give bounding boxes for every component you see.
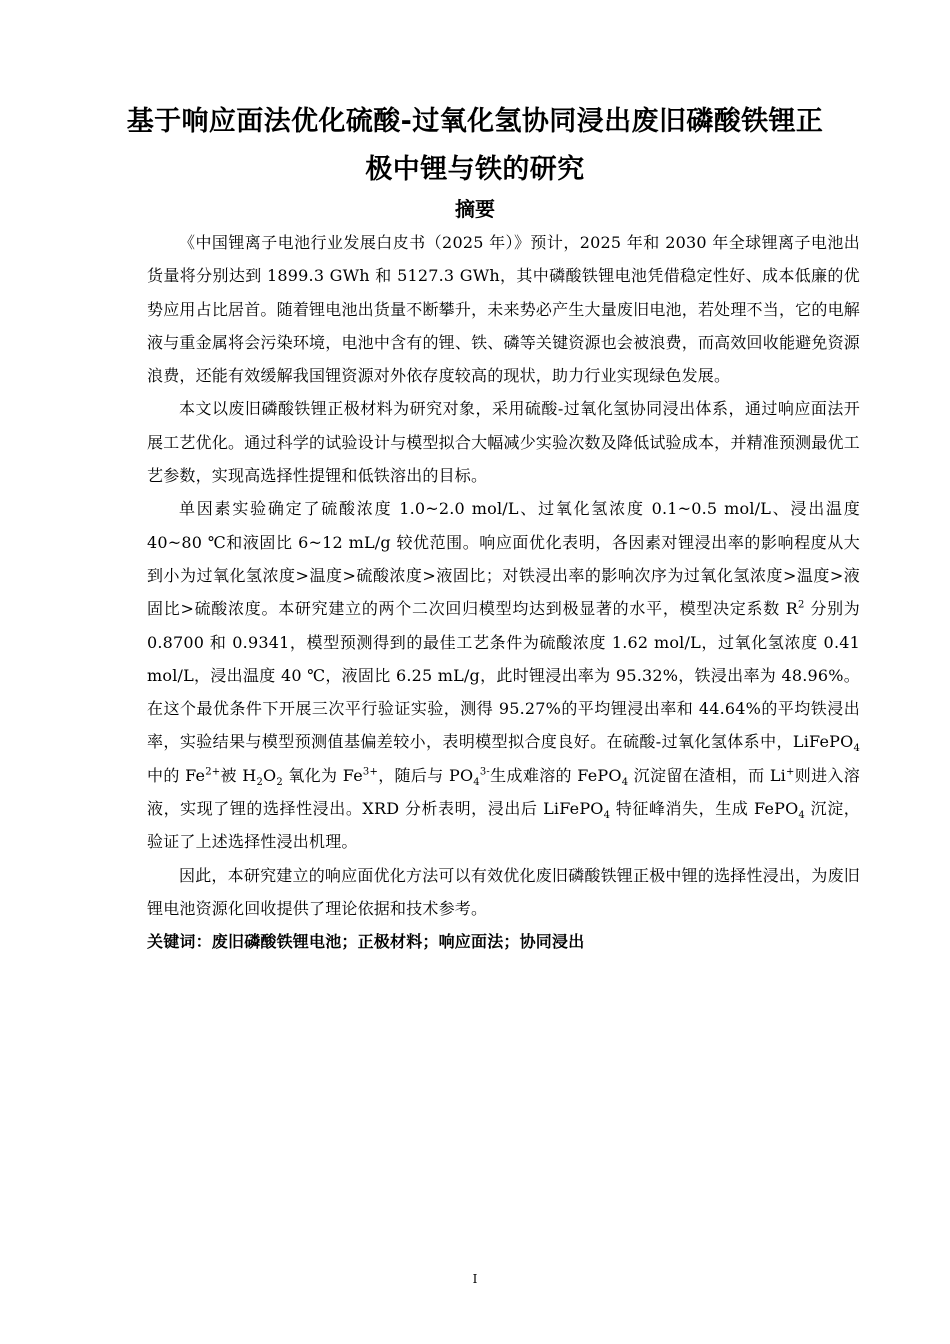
- subscript: 4: [603, 810, 611, 822]
- p3-text: 分别为 0.8700 和 0.9341，模型预测得到的最佳工艺条件为硫酸浓度 1.62 mol/L，过氧化氢浓度 0.41 mol/L，浸出温度 40 ℃，液固比 6.25 mL/g，此时锂浸出率为 95.32%，铁浸出率为 48.96%。在这个最优条件下开展三次平行验证实验，测得 95.27%的平均锂浸出率和 44.64%的平均铁浸出率，实验结果与模型预测值基偏差较小，表明模型拟合度良好。在硫酸-过氧化氢体系中，LiFePO: [147, 599, 860, 752]
- p3-text: 氧化为 Fe: [282, 765, 363, 785]
- subscript: 4: [798, 810, 805, 822]
- p3-text: 则进入溶液，实现了锂的选择性浸出。XRD 分析表明，浸出后 LiFePO: [147, 765, 860, 819]
- abstract-heading: 摘要: [455, 197, 495, 221]
- subscript: 4: [853, 743, 860, 755]
- p3-text: 被 H: [220, 765, 257, 785]
- abstract-paragraph-1: 《中国锂离子电池行业发展白皮书（2025 年）》预计，2025 年和 2030 年全球锂离子电池出货量将分别达到 1899.3 GWh 和 5127.3 GWh，其中磷酸铁锂电池凭借稳定性好、成本低廉的优势应用占比居首。随着锂电池出货量不断攀升，未来势必产生大量废旧电池，若处理不当，它的电解液与重金属将会污染环境，电池中含有的锂、铁、磷等关键资源也会被浪费，而高效回收能避免资源浪费，还能有效缓解我国锂资源对外依存度较高的现状，助力行业实现绿色发展。: [147, 233, 860, 386]
- p3-text: 特征峰消失，生成 FePO: [610, 799, 799, 819]
- p3-text: 沉淀留在渣相，而 Li: [628, 765, 786, 785]
- keywords-line: 关键词：废旧磷酸铁锂电池；正极材料；响应面法；协同浸出: [147, 932, 585, 952]
- subscript: 4: [473, 776, 480, 788]
- superscript: 2+: [205, 766, 221, 778]
- p3-text: 生成难溶的 FePO: [490, 765, 622, 785]
- abstract-body: [147, 226, 860, 958]
- p3-text: 中的 Fe: [147, 765, 206, 785]
- superscript: +: [786, 766, 795, 778]
- p3-text: 单因素实验确定了硫酸浓度 1.0~2.0 mol/L、过氧化氢浓度 0.1~0.5 mol/L、浸出温度 40~80 ℃和液固比 6~12 mL/g 较优范围。响应面优化表明，各因素对锂浸出率的影响程度从大到小为过氧化氢浓度>温度>硫酸浓度>液固比；对铁浸出率的影响次序为过氧化氢浓度>温度>液固比>硫酸浓度。本研究建立的两个二次回归模型均达到极显著的水平，模型决定系数 R: [147, 499, 860, 619]
- superscript: 3-: [479, 766, 491, 778]
- p3-text: O: [263, 765, 277, 785]
- page-number: I: [472, 1272, 478, 1286]
- subscript: 2: [256, 776, 264, 788]
- p3-text: ，随后与 PO: [378, 765, 474, 785]
- r2-superscript: 2: [797, 599, 805, 611]
- subscript: 2: [276, 776, 283, 788]
- abstract-paragraph-4: 因此，本研究建立的响应面优化方法可以有效优化废旧磷酸铁锂正极中锂的选择性浸出，为废旧锂电池资源化回收提供了理论依据和技术参考。: [147, 865, 860, 918]
- abstract-paragraph-2: 本文以废旧磷酸铁锂正极材料为研究对象，采用硫酸-过氧化氢协同浸出体系，通过响应面法开展工艺优化。通过科学的试验设计与模型拟合大幅减少实验次数及降低试验成本，并精准预测最优工艺参数，实现高选择性提锂和低铁溶出的目标。: [147, 399, 860, 486]
- superscript: 3+: [362, 766, 379, 778]
- subscript: 4: [621, 776, 629, 788]
- title-line-1: 基于响应面法优化硫酸-过氧化氢协同浸出废旧磷酸铁锂正: [126, 106, 824, 137]
- paper-title: [100, 98, 850, 194]
- p3-text: 沉淀，验证了上述选择性浸出机理。: [147, 799, 860, 852]
- abstract-paragraph-3: [147, 492, 860, 858]
- title-line-2: 极中锂与铁的研究: [365, 154, 585, 185]
